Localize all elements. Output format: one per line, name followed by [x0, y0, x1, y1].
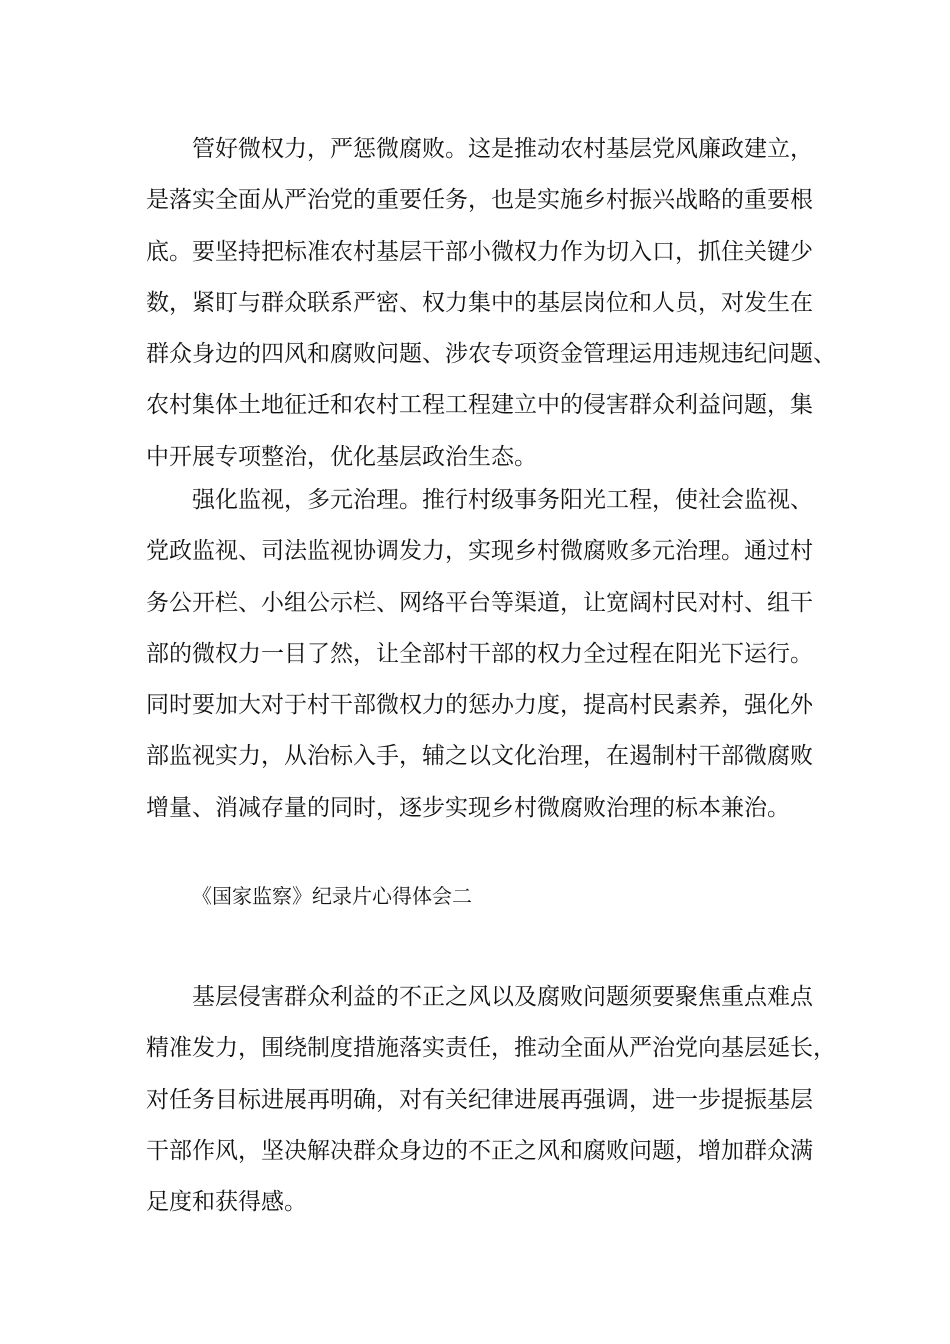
paragraph-line: 同时要加大对于村干部微权力的惩办力度，提高村民素养，强化外	[146, 692, 813, 719]
paragraph-line: 部的微权力一目了然，让全部村干部的权力全过程在阳光下运行。	[146, 640, 813, 667]
paragraph-1	[146, 124, 836, 483]
section-heading: 《国家监察》纪录片心得体会二	[192, 884, 472, 908]
paragraph-line: 群众身边的四风和腐败问题、涉农专项资金管理运用违规违纪问题、	[146, 341, 836, 368]
paragraph-line: 增量、消减存量的同时，逐步实现乡村微腐败治理的标本兼治。	[146, 794, 790, 821]
paragraph-line: 基层侵害群众利益的不正之风以及腐败问题须要聚焦重点难点	[192, 984, 813, 1010]
paragraph-line: 足度和获得感。	[146, 1189, 307, 1216]
paragraph-line: 精准发力，围绕制度措施落实责任，推动全面从严治党向基层延长，	[146, 1035, 836, 1062]
paragraph-line: 中开展专项整治，优化基层政治生态。	[146, 443, 537, 470]
paragraph-line: 底。要坚持把标准农村基层干部小微权力作为切入口，抓住关键少	[146, 238, 813, 265]
paragraph-line: 农村集体土地征迁和农村工程工程建立中的侵害群众利益问题，集	[146, 392, 813, 419]
paragraph-line: 是落实全面从严治党的重要任务，也是实施乡村振兴战略的重要根	[146, 187, 813, 214]
paragraph-line: 干部作风，坚决解决群众身边的不正之风和腐败问题，增加群众满	[146, 1137, 813, 1164]
paragraph-line: 强化监视，多元治理。推行村级事务阳光工程，使社会监视、	[192, 487, 813, 513]
paragraph-2	[146, 475, 836, 834]
paragraph-line: 党政监视、司法监视协调发力，实现乡村微腐败多元治理。通过村	[146, 538, 813, 565]
paragraph-line: 部监视实力，从治标入手，辅之以文化治理，在遏制村干部微腐败	[146, 743, 813, 770]
paragraph-line: 对任务目标进展再明确，对有关纪律进展再强调，进一步提振基层	[146, 1086, 813, 1113]
paragraph-line: 管好微权力，严惩微腐败。这是推动农村基层党风廉政建立，	[192, 136, 813, 162]
paragraph-3	[146, 972, 836, 1228]
paragraph-line: 务公开栏、小组公示栏、网络平台等渠道，让宽阔村民对村、组干	[146, 589, 813, 616]
paragraph-line: 数，紧盯与群众联系严密、权力集中的基层岗位和人员，对发生在	[146, 289, 813, 316]
